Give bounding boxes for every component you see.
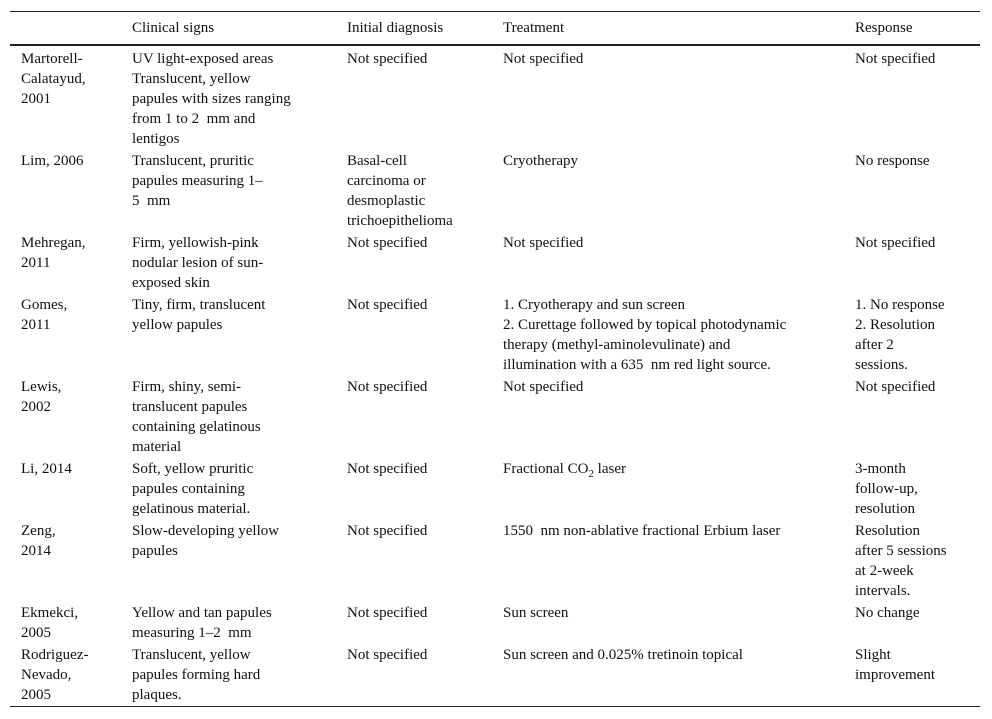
- cell-clinical-signs: [121, 376, 336, 458]
- cell-line: material: [132, 439, 182, 455]
- cell-line: translucent papules: [132, 399, 248, 415]
- cell-line: 2. Resolution: [855, 317, 936, 333]
- header-clinical-signs: Clinical signs: [132, 20, 215, 36]
- cell-line: Basal-cell: [347, 153, 407, 169]
- cell-line: 1. Cryotherapy and sun screen: [503, 297, 686, 313]
- cell-line: papules containing: [132, 481, 245, 497]
- cell-line: Not specified: [855, 51, 936, 67]
- cell-line: Not specified: [503, 235, 584, 251]
- cell-line: 2005: [21, 625, 51, 641]
- cell-clinical-signs: [121, 232, 336, 294]
- cell-author: [10, 458, 121, 520]
- cell-treatment: [492, 602, 844, 644]
- cell-line: Rodriguez-: [21, 647, 89, 663]
- cell-line: intervals.: [855, 583, 911, 599]
- cell-line: Not specified: [347, 235, 428, 251]
- cell-line: 1550 nm non-ablative fractional Erbium laser: [503, 523, 781, 539]
- cell-line: Not specified: [503, 51, 584, 67]
- cell-treatment: [492, 520, 844, 602]
- cell-initial-diagnosis: [336, 150, 492, 232]
- treatment-text: Fractional CO: [503, 461, 589, 477]
- cell-line: Not specified: [347, 461, 428, 477]
- cell-line: 2002: [21, 399, 51, 415]
- table-row: [10, 294, 980, 376]
- cell-line: Firm, shiny, semi-: [132, 379, 242, 395]
- cell-author: [10, 232, 121, 294]
- cell-line: follow-up,: [855, 481, 918, 497]
- header-initial-diagnosis: Initial diagnosis: [347, 20, 444, 36]
- cell-line: papules: [132, 543, 178, 559]
- cell-line: Firm, yellowish-pink: [132, 235, 259, 251]
- cell-line: Slight: [855, 647, 891, 663]
- cell-line: Resolution: [855, 523, 921, 539]
- table-row: [10, 602, 980, 644]
- cell-line: 5 mm: [132, 193, 171, 209]
- cell-author: [10, 150, 121, 232]
- cell-clinical-signs: [121, 520, 336, 602]
- cell-treatment: [492, 458, 844, 520]
- cell-line: Cryotherapy: [503, 153, 578, 169]
- table-row: [10, 150, 980, 232]
- cell-response: [844, 150, 980, 232]
- cell-clinical-signs: [121, 294, 336, 376]
- cell-line: Not specified: [347, 297, 428, 313]
- cell-line: Mehregan,: [21, 235, 86, 251]
- cell-line: papules forming hard: [132, 667, 261, 683]
- cell-line: Sun screen: [503, 605, 569, 621]
- cell-line: Not specified: [347, 51, 428, 67]
- treatment-text: laser: [593, 461, 626, 477]
- cell-line: trichoepithelioma: [347, 213, 453, 229]
- cell-line: Nevado,: [21, 667, 72, 683]
- cell-treatment: [492, 644, 844, 707]
- cell-author: [10, 520, 121, 602]
- cell-line: Not specified: [855, 379, 936, 395]
- cell-line: 2011: [21, 255, 51, 271]
- cell-line: sessions.: [855, 357, 908, 373]
- cell-clinical-signs: [121, 602, 336, 644]
- cell-line: plaques.: [132, 687, 182, 703]
- cell-author: [10, 45, 121, 150]
- cell-line: 2001: [21, 91, 51, 107]
- cell-line: Translucent, yellow: [132, 647, 251, 663]
- cell-clinical-signs: [121, 644, 336, 707]
- cell-line: Lim, 2006: [21, 153, 84, 169]
- cell-line: containing gelatinous: [132, 419, 261, 435]
- cell-line: 2014: [21, 543, 51, 559]
- cell-initial-diagnosis: [336, 644, 492, 707]
- cell-line: UV light-exposed areas: [132, 51, 274, 67]
- cell-line: Not specified: [503, 379, 584, 395]
- cell-line: Tiny, firm, translucent: [132, 297, 266, 313]
- table-row: [10, 458, 980, 520]
- cell-line: Gomes,: [21, 297, 68, 313]
- cell-line: resolution: [855, 501, 915, 517]
- cell-line: Not specified: [347, 647, 428, 663]
- cell-line: No change: [855, 605, 920, 621]
- cell-author: [10, 602, 121, 644]
- cell-line: carcinoma or: [347, 173, 426, 189]
- cell-initial-diagnosis: [336, 294, 492, 376]
- cell-clinical-signs: [121, 150, 336, 232]
- cell-author: [10, 376, 121, 458]
- cell-treatment: [492, 150, 844, 232]
- cell-line: after 5 sessions: [855, 543, 947, 559]
- cell-line: papules with sizes ranging: [132, 91, 291, 107]
- cell-author: [10, 294, 121, 376]
- cell-line: Martorell-: [21, 51, 83, 67]
- cell-line: at 2-week: [855, 563, 914, 579]
- cell-treatment: [492, 376, 844, 458]
- cell-line: yellow papules: [132, 317, 223, 333]
- cell-line: lentigos: [132, 131, 180, 147]
- cell-line: Not specified: [347, 379, 428, 395]
- cell-line: 3-month: [855, 461, 906, 477]
- cell-initial-diagnosis: [336, 458, 492, 520]
- cell-initial-diagnosis: [336, 45, 492, 150]
- cell-line: exposed skin: [132, 275, 210, 291]
- cell-response: [844, 232, 980, 294]
- cell-clinical-signs: [121, 458, 336, 520]
- header-author: [10, 12, 121, 46]
- cell-line: nodular lesion of sun-: [132, 255, 264, 271]
- table-container: [10, 11, 980, 707]
- cell-response: [844, 45, 980, 150]
- table-row: [10, 520, 980, 602]
- table-row: [10, 45, 980, 150]
- cell-line: improvement: [855, 667, 935, 683]
- cell-line: desmoplastic: [347, 193, 426, 209]
- cell-line: Not specified: [855, 235, 936, 251]
- cell-line: after 2: [855, 337, 894, 353]
- table-header: [10, 12, 980, 46]
- cell-line: 1. No response: [855, 297, 945, 313]
- cell-initial-diagnosis: [336, 602, 492, 644]
- cell-line: 2005: [21, 687, 51, 703]
- table-row: [10, 232, 980, 294]
- cell-treatment: [492, 45, 844, 150]
- cell-line: Translucent, pruritic: [132, 153, 254, 169]
- cell-response: [844, 376, 980, 458]
- cell-line: Lewis,: [21, 379, 62, 395]
- cell-line: Slow-developing yellow: [132, 523, 280, 539]
- cell-author: [10, 644, 121, 707]
- cell-line: Soft, yellow pruritic: [132, 461, 254, 477]
- table-row: [10, 644, 980, 707]
- cell-line: Not specified: [347, 523, 428, 539]
- cell-response: [844, 458, 980, 520]
- cell-line: Sun screen and 0.025% tretinoin topical: [503, 647, 743, 663]
- cell-line: papules measuring 1–: [132, 173, 263, 189]
- cell-line: 2. Curettage followed by topical photodynamic: [503, 317, 787, 333]
- clinical-cases-table: [10, 11, 980, 707]
- cell-line: Not specified: [347, 605, 428, 621]
- cell-line: measuring 1–2 mm: [132, 625, 252, 641]
- cell-initial-diagnosis: [336, 520, 492, 602]
- cell-response: [844, 294, 980, 376]
- cell-treatment: [492, 232, 844, 294]
- cell-line: Li, 2014: [21, 461, 72, 477]
- table-body: [10, 45, 980, 707]
- cell-response: [844, 602, 980, 644]
- cell-line: [503, 459, 844, 479]
- cell-line: therapy (methyl-aminolevulinate) and: [503, 337, 731, 353]
- cell-initial-diagnosis: [336, 232, 492, 294]
- cell-line: Ekmekci,: [21, 605, 79, 621]
- cell-treatment: [492, 294, 844, 376]
- cell-line: gelatinous material.: [132, 501, 251, 517]
- cell-clinical-signs: [121, 45, 336, 150]
- cell-line: Calatayud,: [21, 71, 86, 87]
- cell-line: No response: [855, 153, 930, 169]
- cell-initial-diagnosis: [336, 376, 492, 458]
- cell-response: [844, 520, 980, 602]
- header-treatment: Treatment: [503, 20, 565, 36]
- cell-response: [844, 644, 980, 707]
- subscript-text: 2: [588, 468, 594, 480]
- header-response: Response: [855, 20, 913, 36]
- cell-line: illumination with a 635 nm red light source.: [503, 357, 771, 373]
- cell-line: 2011: [21, 317, 51, 333]
- table-row: [10, 376, 980, 458]
- cell-line: Yellow and tan papules: [132, 605, 272, 621]
- cell-line: Zeng,: [21, 523, 56, 539]
- cell-line: from 1 to 2 mm and: [132, 111, 256, 127]
- header-row: [10, 12, 980, 46]
- cell-line: Translucent, yellow: [132, 71, 251, 87]
